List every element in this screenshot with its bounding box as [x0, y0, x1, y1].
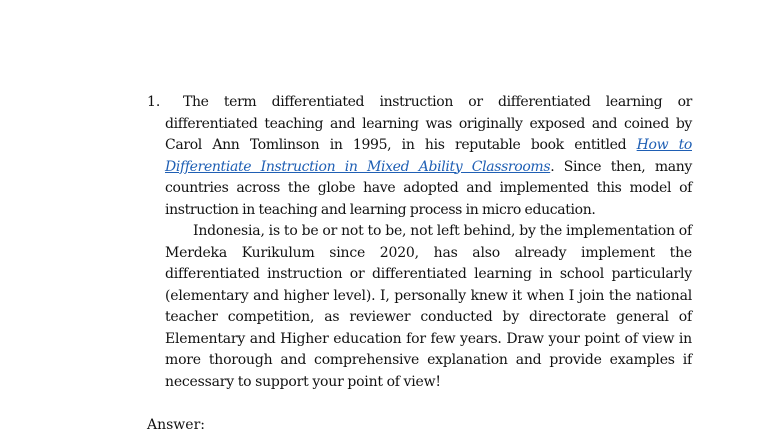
paragraph-1-intro: The term differentiated instruction or differentiated learning or differentiated teaching and learning was originally exposed and coined by Carol Ann Tomlinson in 1995, in his reputable book entitled — [165, 94, 692, 153]
question-text — [165, 92, 692, 393]
question-number: 1. — [147, 94, 161, 110]
answer-label: Answer: — [147, 417, 205, 433]
question-paragraph-2: Indonesia, is to be or not to be, not left behind, by the implementation of Merdeka Kurikulum since 2020, has also already implement the differentiated instruction or differentiated learning in school particularly (elementary and higher level). I, personally knew it when I join the national teacher competition, as reviewer conducted by directorate general of Elementary and Higher education for few years. Draw your point of view in more thorough and comprehensive explanation and provide examples if necessary to support your point of view! — [165, 223, 692, 390]
paragraph-1-outro: . Since then, many countries across the globe have adopted and implemented this model of instruction in teaching and learning process in micro education. — [165, 158, 692, 218]
question-paragraph-1 — [165, 92, 692, 221]
book-title-link[interactable]: How to Differentiate Instruction in Mixed Ability Classrooms — [165, 137, 692, 175]
